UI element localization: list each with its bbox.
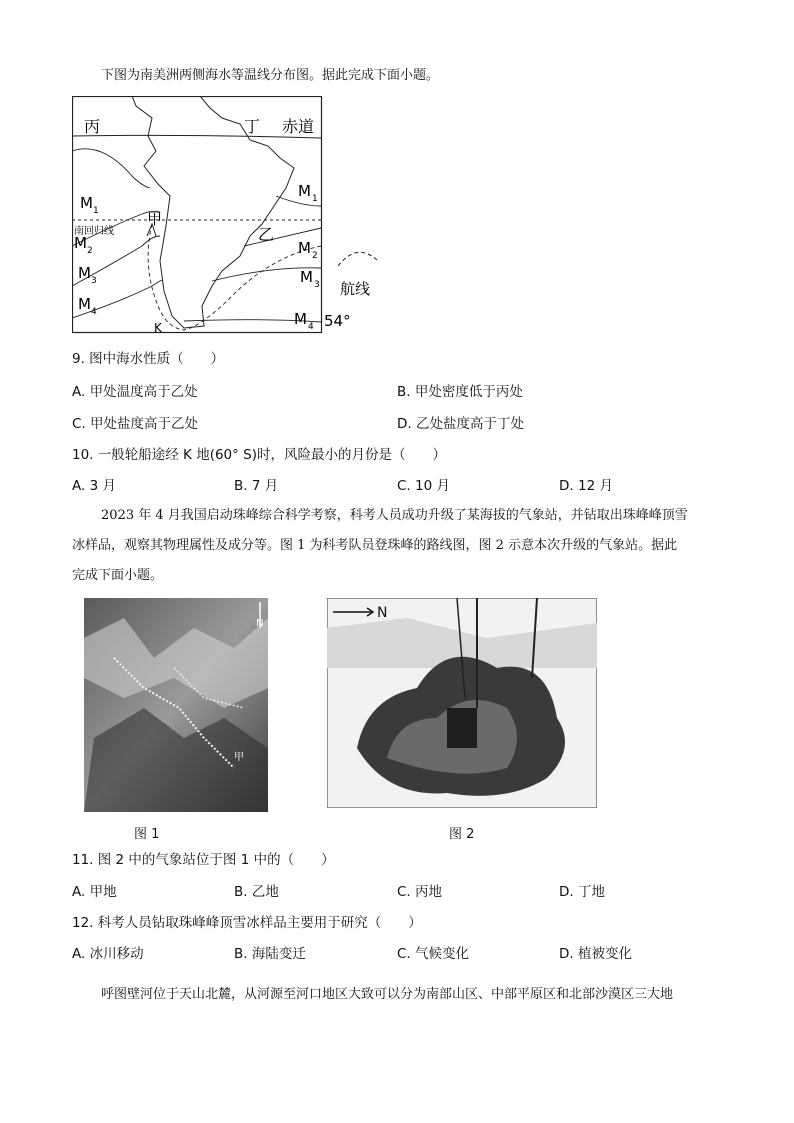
figure-1-caption: 图 1 [134, 827, 160, 842]
intro-text-2-line1: 2023 年 4 月我国启动珠峰综合科学考察，科考人员成功升级了某海拔的气象站，并钻取出珠峰峰顶雪 [101, 508, 688, 523]
q11-option-a[interactable]: A. 甲地 [72, 884, 117, 900]
label-bing: 丙 [84, 117, 101, 136]
figure-2-north-label: N [377, 605, 388, 621]
question-9: 9. 图中海水性质（ ） [72, 351, 225, 367]
label-m1-east: M [298, 182, 311, 200]
question-12: 12. 科考人员钻取珠峰峰顶雪冰样品主要用于研究（ ） [72, 915, 422, 931]
label-m2-west-sub: 2 [87, 246, 93, 256]
label-m1-east-sub: 1 [312, 194, 318, 204]
label-k: K [154, 321, 162, 335]
q10-option-b[interactable]: B. 7 月 [234, 478, 279, 494]
label-route: 航线 [340, 280, 371, 298]
label-m1-west-sub: 1 [93, 206, 99, 216]
label-m3-west: M [78, 264, 91, 282]
label-m4-west-sub: 4 [91, 307, 97, 317]
q9-option-c[interactable]: C. 甲处盐度高于乙处 [72, 416, 199, 432]
q9-option-b[interactable]: B. 甲处密度低于丙处 [397, 384, 523, 400]
q12-option-c[interactable]: C. 气候变化 [397, 946, 470, 962]
label-m2-west: M [74, 234, 87, 252]
label-m4-east: M [294, 310, 307, 328]
label-m3-west-sub: 3 [91, 276, 97, 286]
label-ding: 丁 [244, 117, 261, 136]
label-yi: 乙 [258, 225, 275, 244]
intro-text-3: 呼图壁河位于天山北麓，从河源至河口地区大致可以分为南部山区、中部平原区和北部沙漠区三大地 [101, 987, 674, 1002]
label-m4-east-sub: 4 [308, 322, 314, 332]
intro-text-2-line3: 完成下面小题。 [72, 568, 164, 583]
figure-2-caption: 图 2 [449, 827, 475, 842]
q12-option-b[interactable]: B. 海陆变迁 [234, 946, 306, 962]
q12-option-d[interactable]: D. 植被变化 [559, 946, 632, 962]
label-m4-west: M [78, 295, 91, 313]
label-m3-east: M [300, 268, 313, 286]
label-tropic: 南回归线 [74, 226, 114, 237]
q10-option-c[interactable]: C. 10 月 [397, 478, 450, 494]
figure-1-route-photo [84, 598, 268, 812]
intro-text-2-line2: 冰样品，观察其物理属性及成分等。图 1 为科考队员登珠峰的路线图，图 2 示意本次升级的气象站。据此 [72, 538, 678, 553]
label-jia: 甲 [147, 210, 163, 228]
label-m2-east-sub: 2 [312, 251, 318, 261]
intro-text-1: 下图为南美洲两侧海水等温线分布图。据此完成下面小题。 [101, 68, 440, 83]
figure-2-weather-station-photo [327, 598, 597, 808]
q10-option-d[interactable]: D. 12 月 [559, 478, 613, 494]
question-11: 11. 图 2 中的气象站位于图 1 中的（ ） [72, 852, 335, 868]
q11-option-d[interactable]: D. 丁地 [559, 884, 605, 900]
label-m2-east: M [298, 239, 311, 257]
figure-1-north-label: N [256, 618, 264, 629]
q9-option-a[interactable]: A. 甲处温度高于乙处 [72, 384, 198, 400]
label-equator: 赤道 [282, 117, 315, 136]
label-m1-west: M [80, 194, 93, 212]
label-lat: 54° [324, 312, 351, 330]
figure-1-mark-jia: 甲 [234, 752, 244, 763]
q10-option-a[interactable]: A. 3 月 [72, 478, 116, 494]
question-10: 10. 一般轮船途经 K 地(60° S)时，风险最小的月份是（ ） [72, 447, 447, 463]
q12-option-a[interactable]: A. 冰川移动 [72, 946, 144, 962]
q11-option-b[interactable]: B. 乙地 [234, 884, 279, 900]
isotherm-map [72, 96, 412, 336]
q11-option-c[interactable]: C. 丙地 [397, 884, 443, 900]
q9-option-d[interactable]: D. 乙处盐度高于丁处 [397, 416, 524, 432]
label-m3-east-sub: 3 [314, 280, 320, 290]
